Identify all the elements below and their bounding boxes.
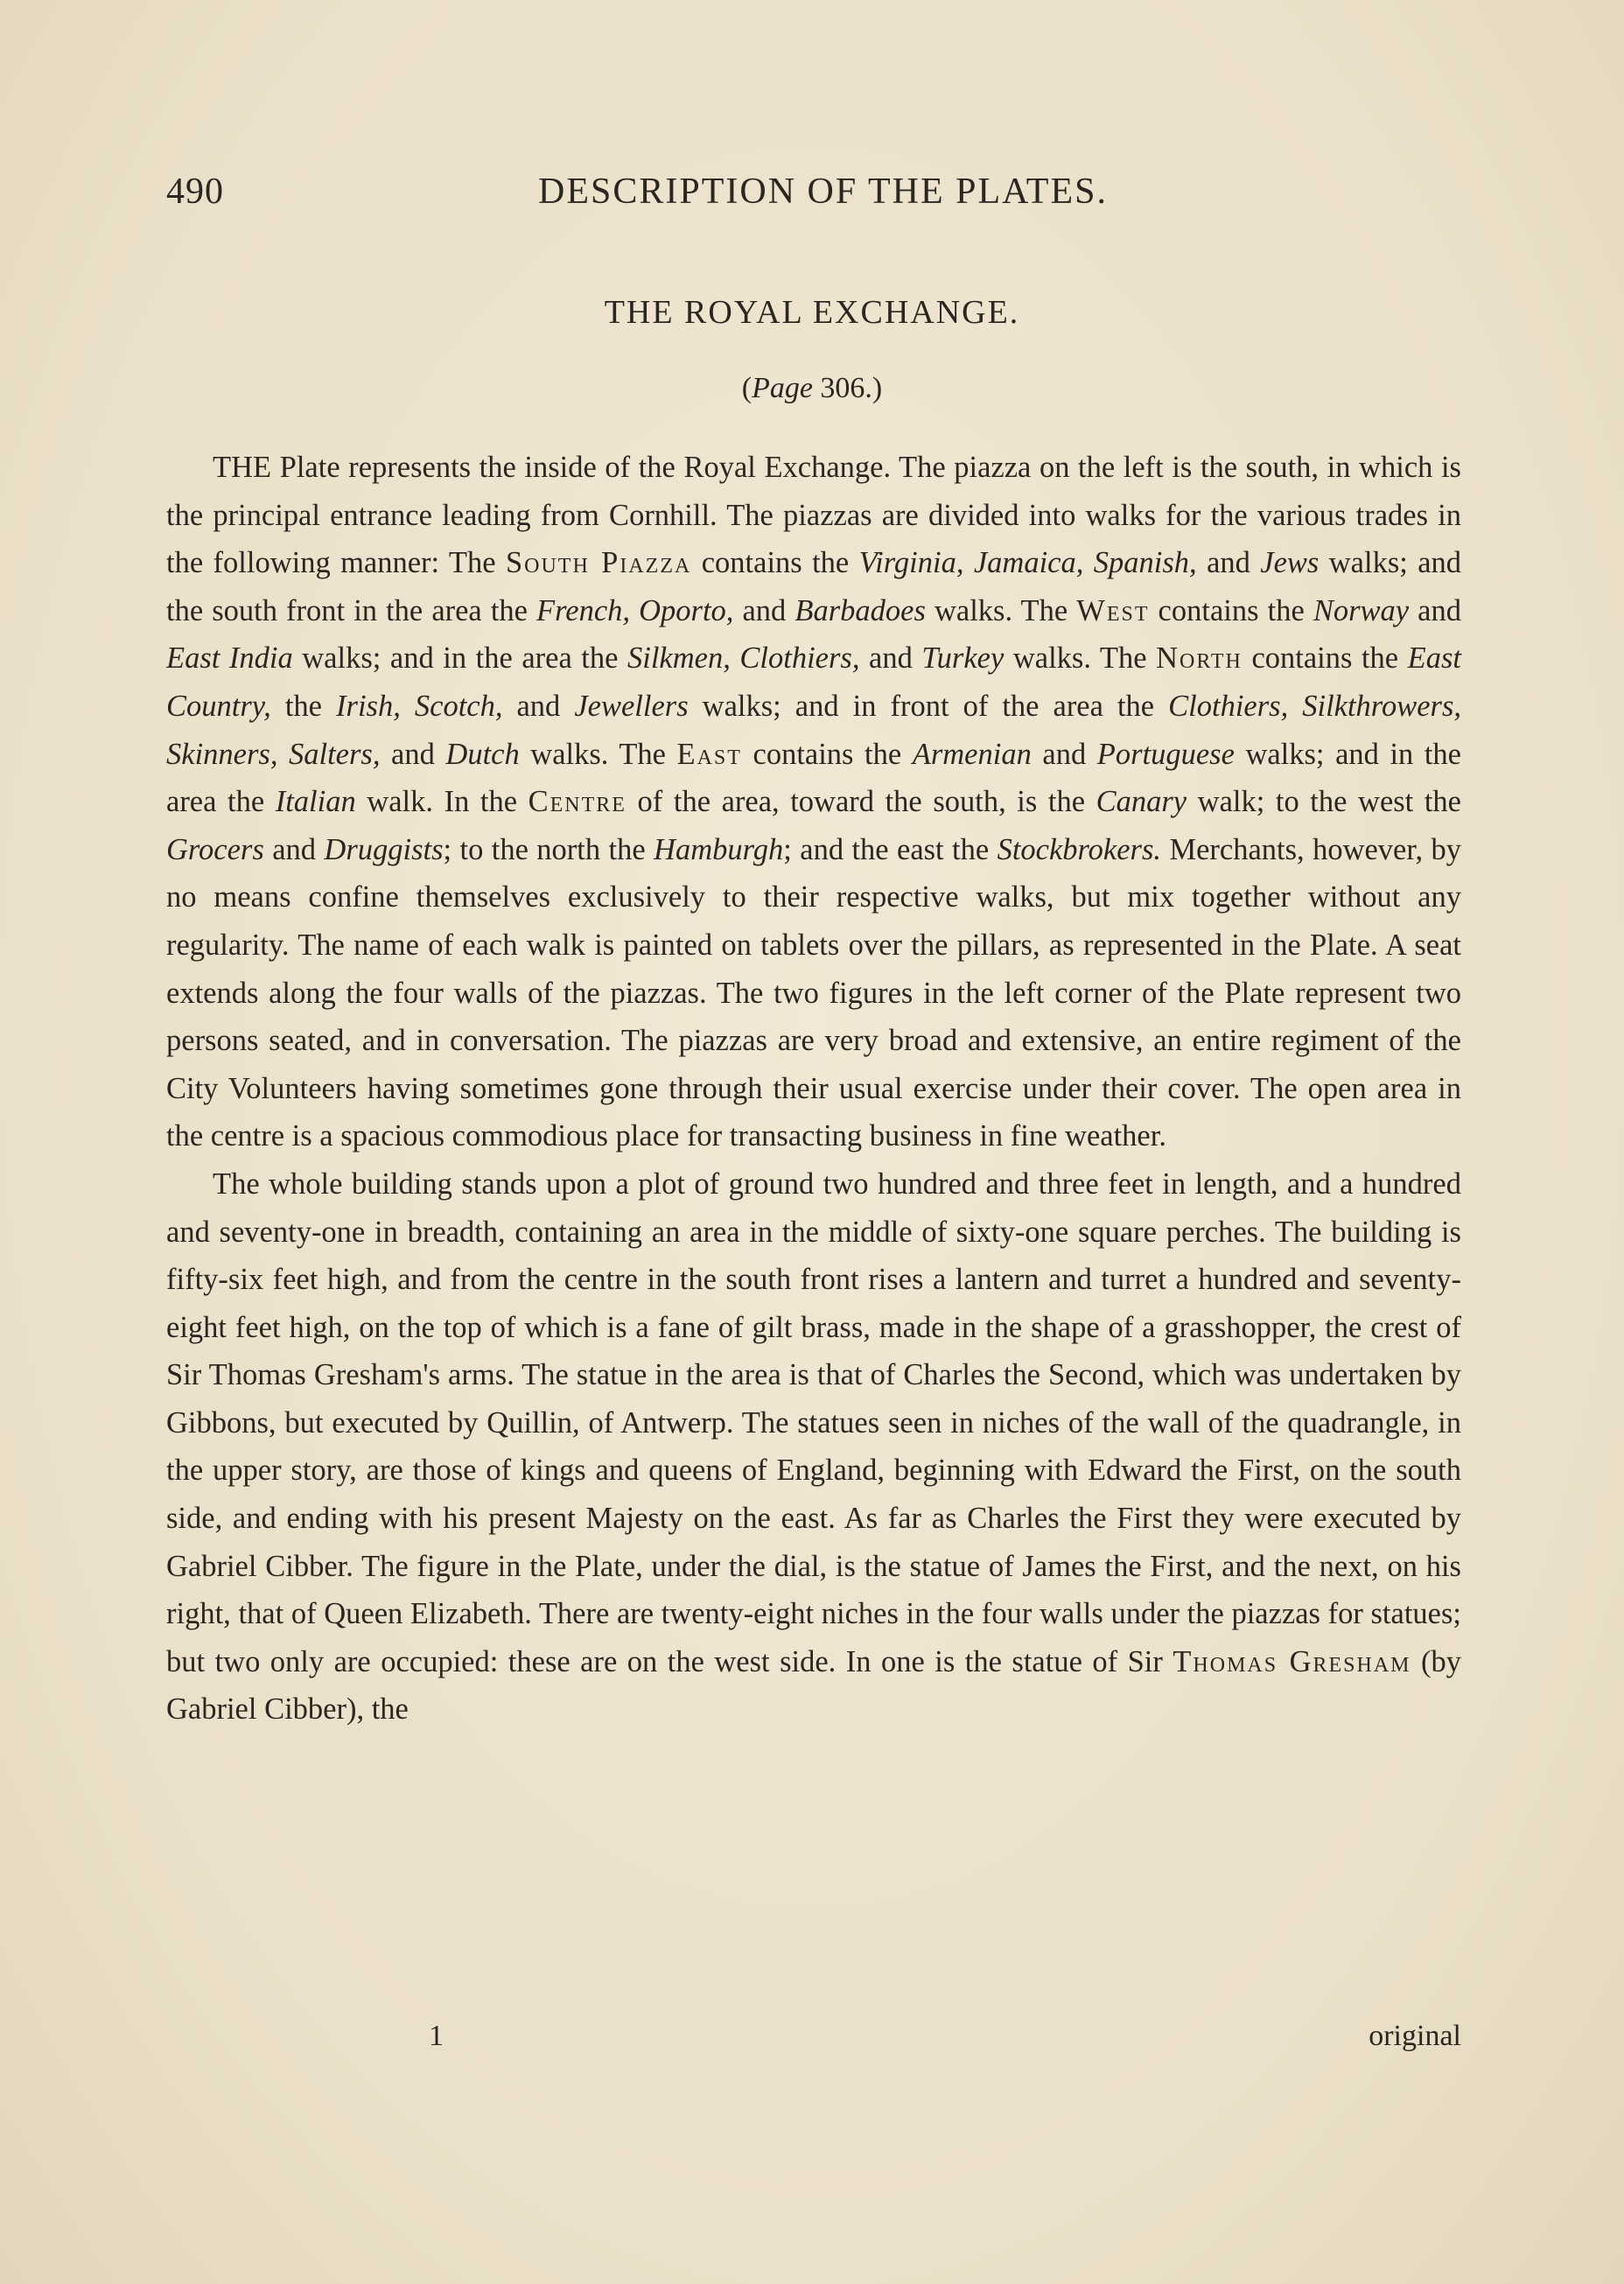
plate-ref-label: Page — [752, 372, 813, 404]
page-number: 490 — [166, 172, 224, 212]
page-footer — [166, 2020, 1461, 2063]
running-head: DESCRIPTION OF THE PLATES. — [538, 172, 1108, 212]
plate-ref-number: 306.) — [812, 372, 883, 404]
page-header — [166, 171, 1449, 223]
plate-reference: (Page 306.) — [741, 372, 883, 404]
plate-title: THE ROYAL EXCHANGE. — [604, 294, 1020, 331]
body-text — [166, 444, 1461, 1734]
paragraph-1: THE Plate represents the inside of the Royal Exchange. The piazza on the left is the south, in which is the principal entrance leading from Cornhill. The piazzas are divided into walks for the various trades in the following manner: The South Piazza contains the Virginia, Jamaica, Spanish, and Jews walks; and the south front in the area the French, Oporto, and Barbadoes walks. The West contains the Norway and East India walks; and in the area the Silkmen, Clothiers, and Turkey walks. The North contains the East Country, the Irish, Scotch, and Jewellers walks; and in front of the area the Clothiers, Silkthrowers, Skinners, Salters, and Dutch walks. The East contains the Armenian and Portuguese walks; and in the area the Italian walk. In the Centre of the area, toward the south, is the Canary walk; to the west the Grocers and Druggists; to the north the Hamburgh; and the east the Stockbrokers. Merchants, however, by no means confine themselves exclusively to their respective walks, but mix together without any regularity. The name of each walk is painted on tablets over the pillars, as represented in the Plate. A seat extends along the four walls of the piazzas. The two figures in the left corner of the Plate represent two persons seated, and in conversation. The piazzas are very broad and extensive, an entire regiment of the City Volunteers having sometimes gone through their usual exercise under their cover. The open area in the centre is a spacious commodious place for transacting business in fine weather. — [166, 451, 1462, 1153]
signature-mark: 1 — [429, 2020, 444, 2052]
paragraph-2: The whole building stands upon a plot of ground two hundred and three feet in length, and a hundred and seventy-one in breadth, containing an area in the middle of sixty-one square perches. The building is fifty-six feet high, and from the centre in the south front rises a lantern and turret a hundred and seventy-eight feet high, on the top of which is a fane of gilt brass, made in the shape of a grasshopper, the crest of Sir Thomas Gresham's arms. The statue in the area is that of Charles the Second, which was undertaken by Gibbons, but executed by Quillin, of Antwerp. The statues seen in niches of the wall of the quadrangle, in the upper story, are those of kings and queens of England, beginning with Edward the First, on the south side, and ending with his present Majesty on the east. As far as Charles the First they were executed by Gabriel Cibber. The figure in the Plate, under the dial, is the statue of James the First, and the next, on his right, that of Queen Elizabeth. There are twenty-eight niches in the four walls under the piazzas for statues; but two only are occupied: these are on the west side. In one is the statue of Sir Thomas Gresham (by Gabriel Cibber), the — [166, 1167, 1461, 1727]
catchword: original — [1368, 2020, 1461, 2052]
